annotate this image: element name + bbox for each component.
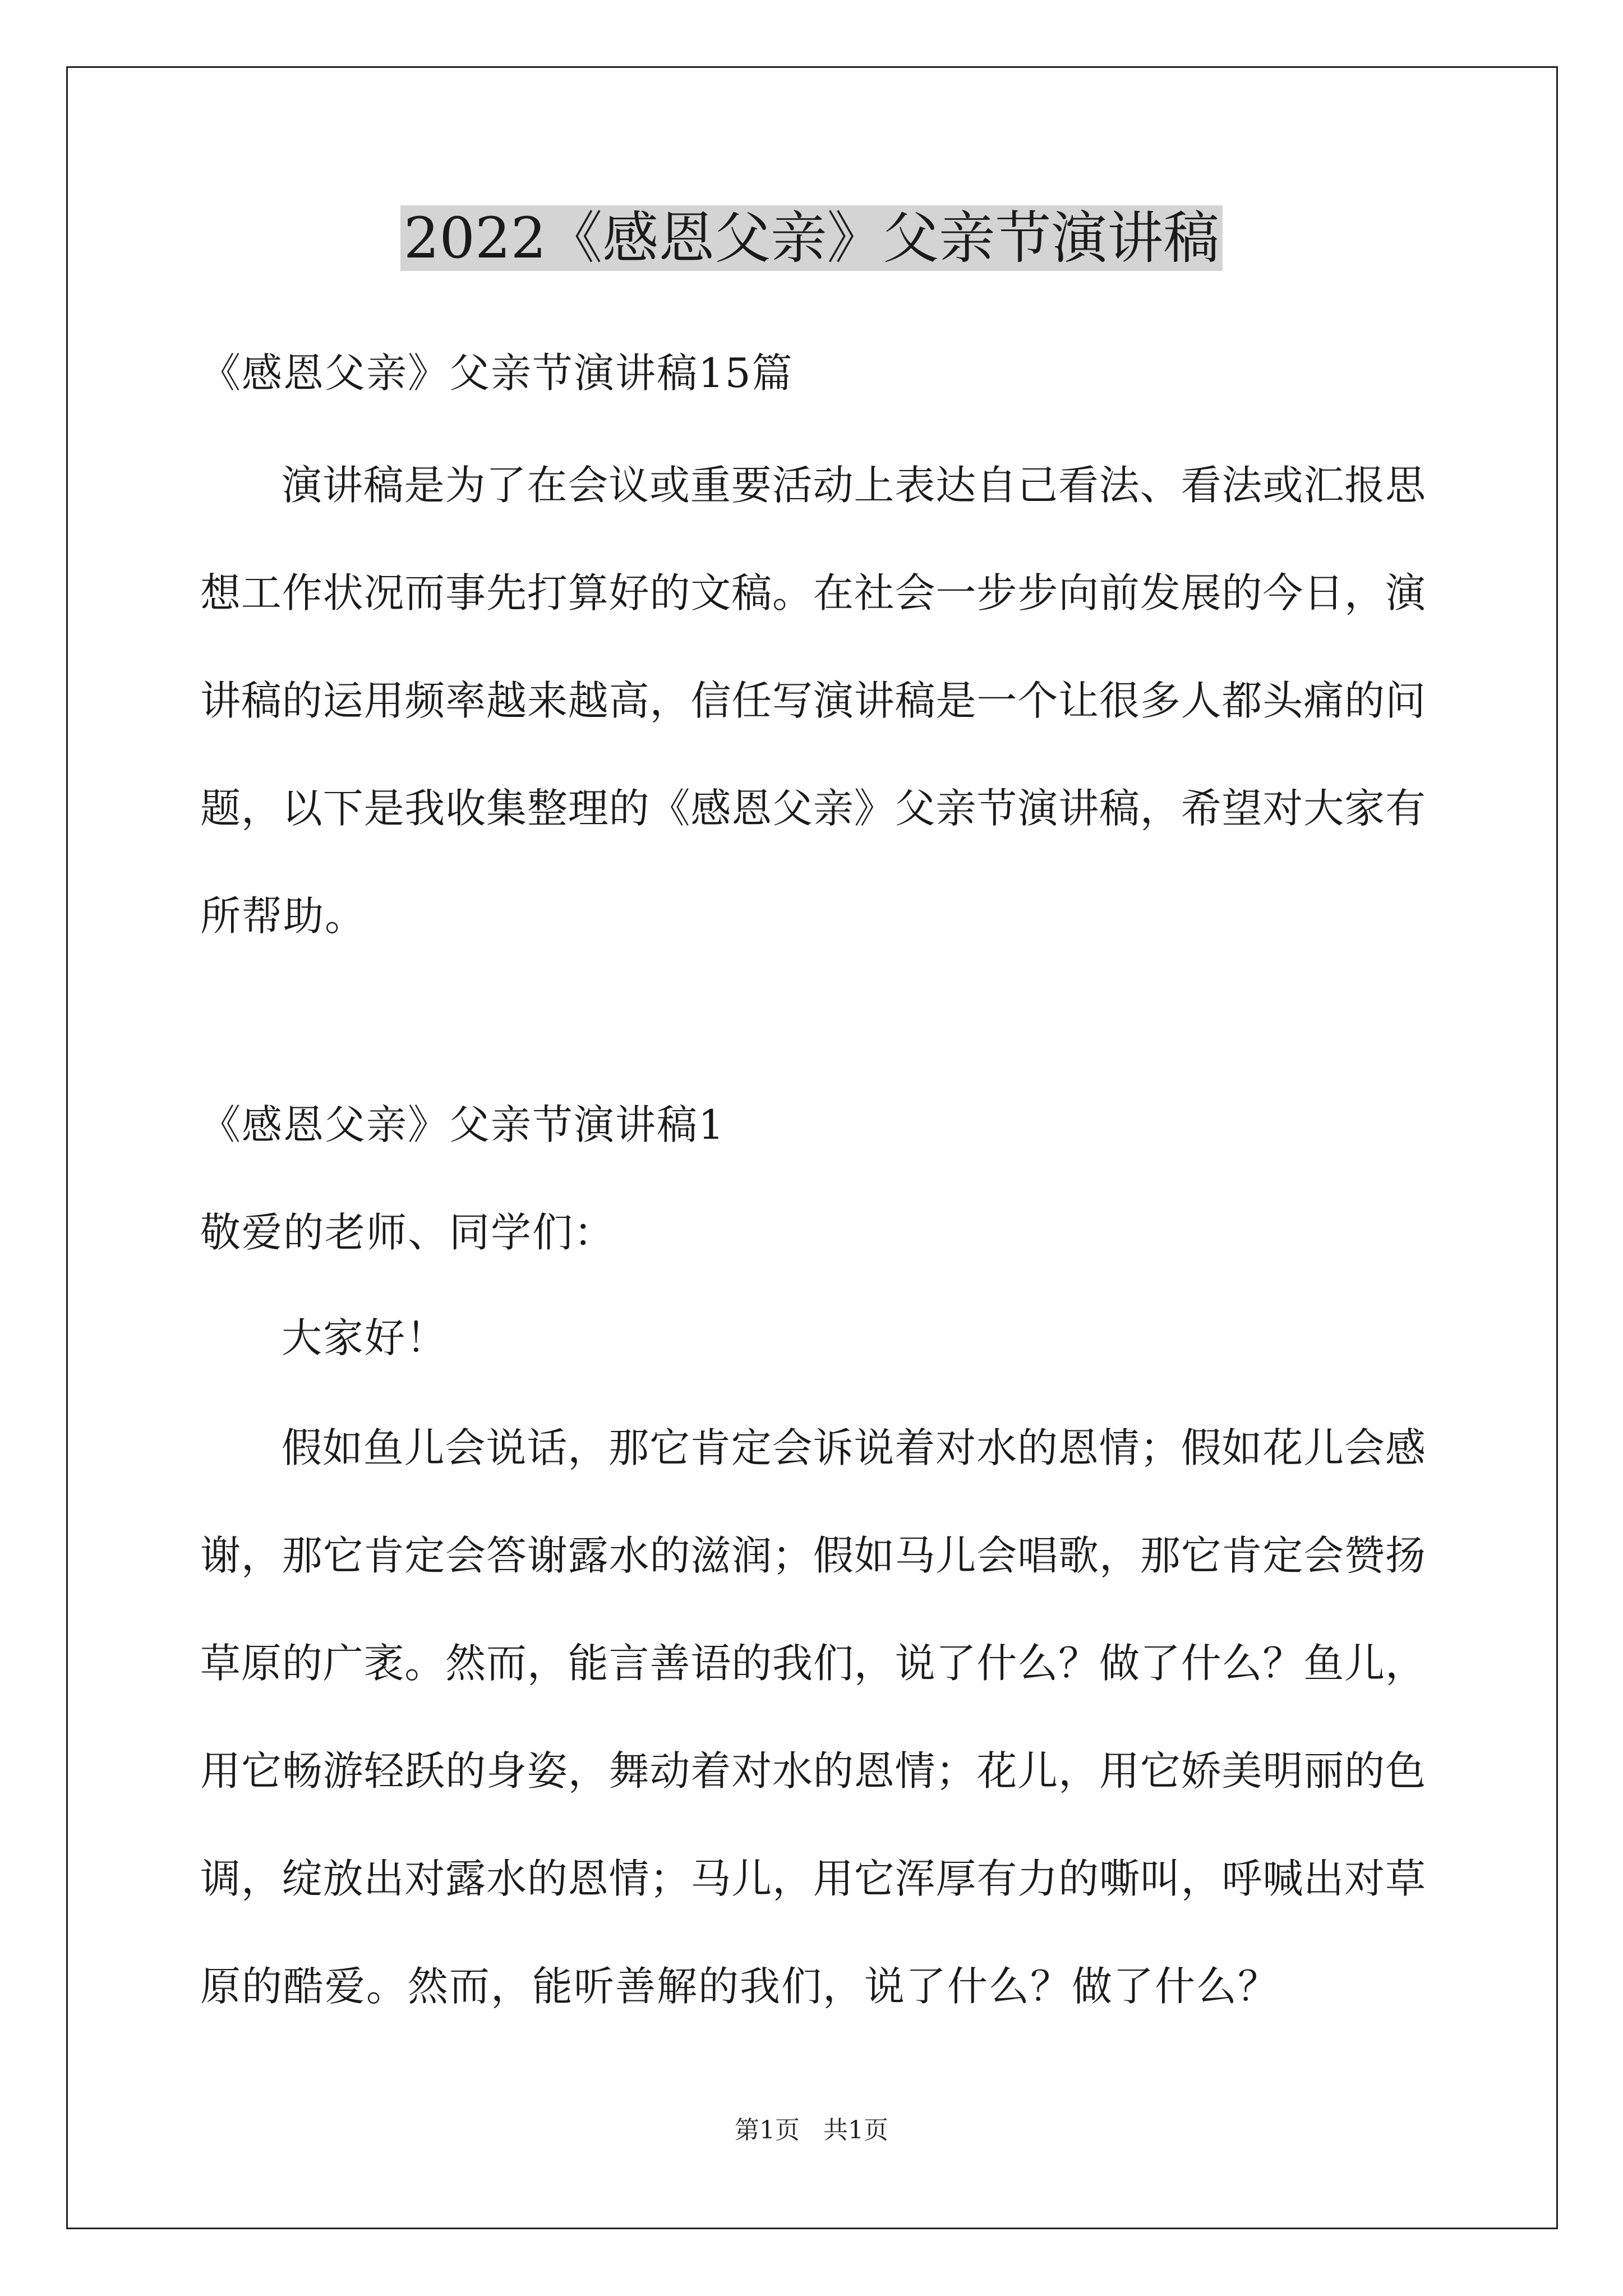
greeting: 大家好！ <box>282 1314 448 1361</box>
subtitle: 《感恩父亲》父亲节演讲稿15篇 <box>200 349 794 397</box>
page-footer: 第1页 共1页 <box>735 2116 888 2145</box>
intro-line-4: 题，以下是我收集整理的《感恩父亲》父亲节演讲稿，希望对大家有 <box>200 785 1426 832</box>
section-heading: 《感恩父亲》父亲节演讲稿1 <box>200 1101 725 1148</box>
intro-line-5: 所帮助。 <box>200 892 367 940</box>
body-line-4: 用它畅游轻跃的身姿，舞动着对水的恩情；花儿，用它娇美明丽的色 <box>200 1747 1426 1795</box>
intro-line-3: 讲稿的运用频率越来越高，信任写演讲稿是一个让很多人都头痛的问 <box>200 677 1426 724</box>
document-title-text: 2022《感恩父亲》父亲节演讲稿 <box>400 205 1223 271</box>
body-line-2: 谢，那它肯定会答谢露水的滋润；假如马儿会唱歌，那它肯定会赞扬 <box>200 1532 1426 1579</box>
body-line-3: 草原的广袤。然而，能言善语的我们，说了什么？做了什么？鱼儿， <box>200 1640 1426 1687</box>
body-line-1: 假如鱼儿会说话，那它肯定会诉说着对水的恩情；假如花儿会感 <box>282 1424 1426 1471</box>
body-line-6: 原的酷爱。然而，能听善解的我们，说了什么？做了什么？ <box>200 1963 1280 2010</box>
body-line-5: 调，绽放出对露水的恩情；马儿，用它浑厚有力的嘶叫，呼喊出对草 <box>200 1855 1426 1902</box>
intro-line-1: 演讲稿是为了在会议或重要活动上表达自己看法、看法或汇报思 <box>282 462 1426 509</box>
salutation: 敬爱的老师、同学们： <box>200 1209 616 1256</box>
document-title <box>0 202 1623 275</box>
intro-line-2: 想工作状况而事先打算好的文稿。在社会一步步向前发展的今日，演 <box>200 569 1426 616</box>
